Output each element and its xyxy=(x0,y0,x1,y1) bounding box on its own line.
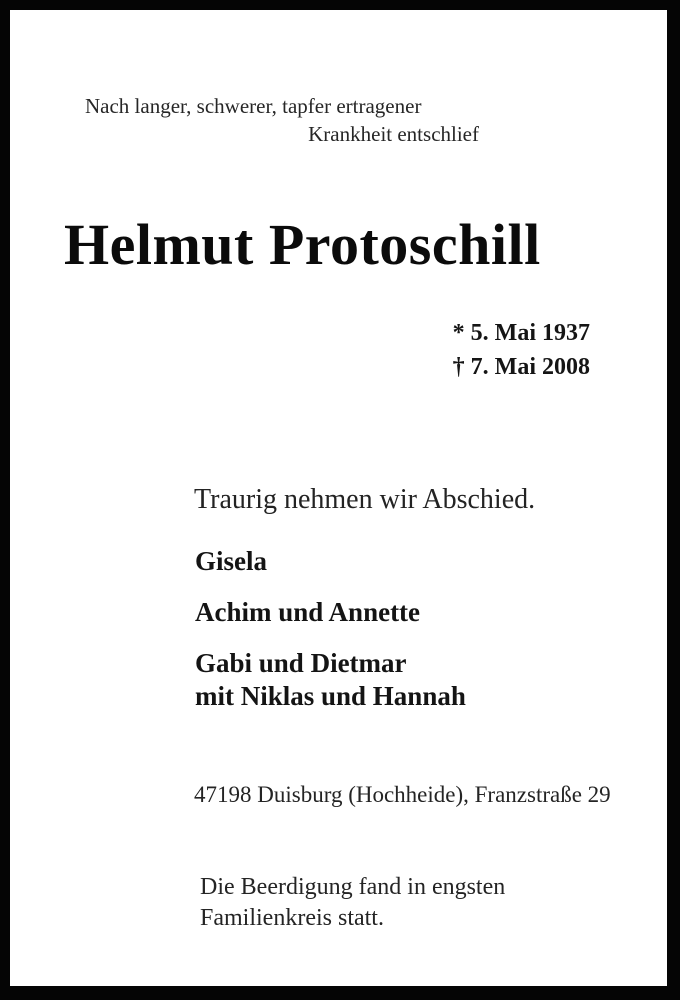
funeral-note-line-2: Familienkreis statt. xyxy=(200,905,384,931)
funeral-note-line-1: Die Beerdigung fand in engsten xyxy=(200,874,506,900)
farewell-line: Traurig nehmen wir Abschied. xyxy=(194,484,536,515)
intro-line-1: Nach langer, schwerer, tapfer ertragener xyxy=(85,94,422,118)
intro-text xyxy=(85,92,479,148)
birth-date: * 5. Mai 1937 xyxy=(452,320,590,346)
funeral-note xyxy=(200,872,505,934)
mourner-name: Gisela xyxy=(195,546,267,576)
mourner-name: mit Niklas und Hannah xyxy=(195,681,466,711)
mourner-name: Gabi und Dietmar xyxy=(195,648,407,678)
deceased-name: Helmut Protoschill xyxy=(64,212,541,277)
death-date: † 7. Mai 2008 xyxy=(452,354,590,380)
mourners-list xyxy=(195,545,466,713)
mourner-name: Achim und Annette xyxy=(195,597,421,627)
life-dates xyxy=(453,316,590,384)
address-line: 47198 Duisburg (Hochheide), Franzstraße 29 xyxy=(194,782,611,807)
intro-line-2: Krankheit entschlief xyxy=(308,122,479,146)
